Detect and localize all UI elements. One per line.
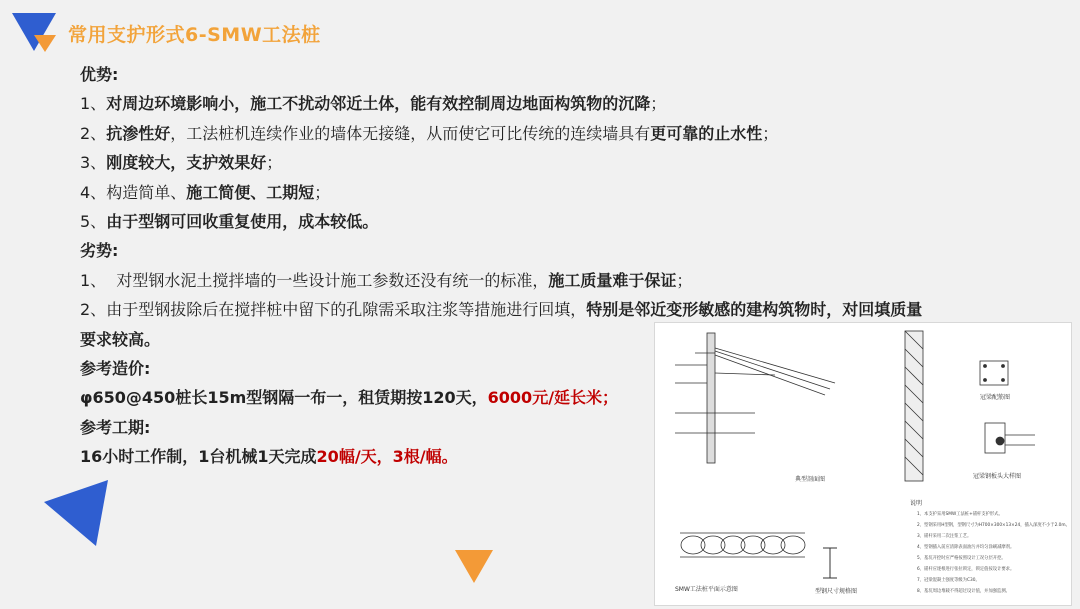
note-7: 7、冠梁混凝土强度等级为C30。 <box>917 578 980 583</box>
note-5: 5、基坑开挖时应严格按照设计工况分层开挖。 <box>917 556 1006 561</box>
drawing-svg <box>655 323 1071 605</box>
engineering-drawing <box>654 322 1072 606</box>
advantages-heading: 优势: <box>80 65 119 84</box>
note-3: 3、锚杆采用二次注浆工艺。 <box>917 534 972 539</box>
note-4: 4、型钢插入前应清除表面油污并均匀涂刷减摩剂。 <box>917 545 1015 550</box>
notes-title: 说明 <box>910 500 923 507</box>
advantage-item-5: 5、由于型钢可回收重复使用，成本较低。 <box>80 212 379 232</box>
page-title: 常用支护形式6-SMW工法桩 <box>68 24 321 46</box>
disadvantage-item-2-cont: 要求较高。 <box>80 329 161 349</box>
note-6: 6、锚杆应逐根进行张拉锁定，锁定值按设计要求。 <box>917 567 1015 572</box>
advantage-item-1: 1、对周边环境影响小，施工不扰动邻近土体，能有效控制周边地面构筑物的沉降； <box>80 94 667 114</box>
plan-title: SMW工法桩平面示意图 <box>675 586 738 593</box>
logo-icon <box>12 13 56 53</box>
advantage-item-2: 2、抗渗性好，工法桩机连续作业的墙体无接缝，从而使它可比传统的连续墙具有更可靠的止水性； <box>80 123 779 143</box>
cost-heading: 参考造价: <box>80 359 151 379</box>
section-title: 典型剖面图 <box>795 476 826 483</box>
advantage-item-3: 3、刚度较大，支护效果好； <box>80 153 283 173</box>
schedule-line: 16小时工作制，1台机械1天完成20幅/天，3根/幅。 <box>80 447 458 467</box>
blue-triangle-decoration <box>42 478 110 548</box>
advantage-item-4: 4、构造简单、施工简便、工期短； <box>80 182 331 202</box>
disadvantages-heading: 劣势: <box>80 241 119 261</box>
disadvantage-item-1: 1、 对型钢水泥土搅拌墙的一些设计施工参数还没有统一的标准，施工质量难于保证； <box>80 270 693 290</box>
detail1-title: 冠梁配筋图 <box>980 394 1011 401</box>
note-1: 1、本支护采用SMW工法桩+锚杆支护形式。 <box>917 512 1003 517</box>
note-2: 2、型钢采用H型钢，型钢尺寸为H700×300×13×24，插入深度不小于2.0m。 <box>917 523 1070 528</box>
cost-line: φ650@450桩长15m型钢隔一布一，租赁期按120天，6000元/延长米； <box>80 388 619 408</box>
orange-triangle-decoration <box>455 550 495 584</box>
note-8: 8、基坑周边堆载不得超过设计值，并加强监测。 <box>917 589 1010 594</box>
schedule-heading: 参考工期: <box>80 417 151 437</box>
disadvantage-item-2: 2、由于型钢拔除后在搅拌桩中留下的孔隙需采取注浆等措施进行回填，特别是邻近变形敏感的建构筑物时，对回填质量 <box>80 300 923 320</box>
notes-list <box>917 510 1070 594</box>
detail2-title: 冠梁钢板头大样图 <box>973 473 1022 480</box>
steel-title: 型钢尺寸规格图 <box>815 588 858 595</box>
